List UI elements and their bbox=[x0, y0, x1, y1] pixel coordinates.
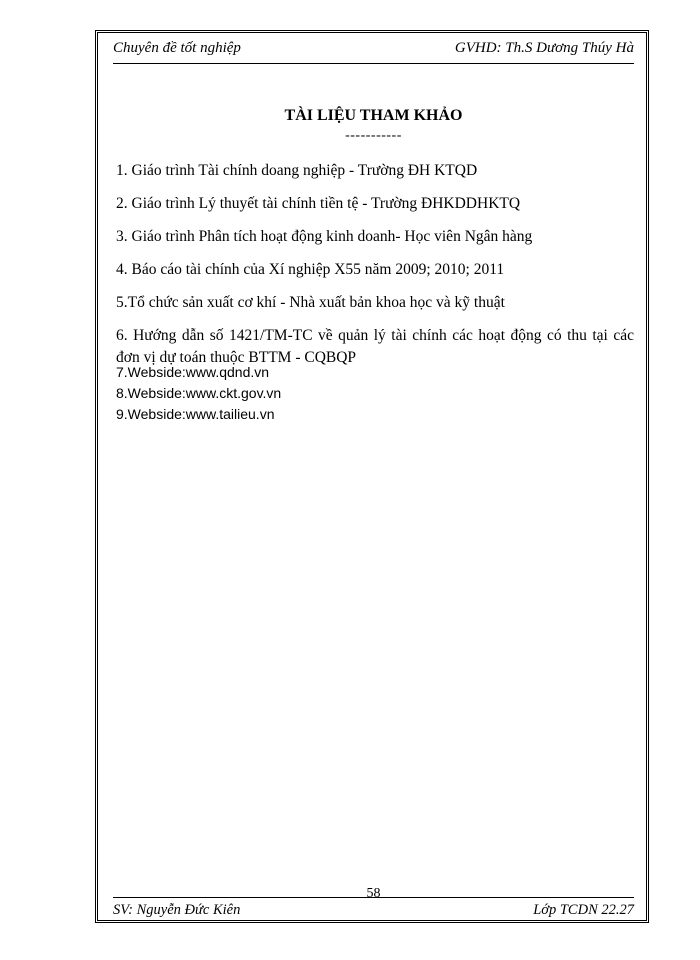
website-list bbox=[116, 362, 634, 425]
header-rule bbox=[113, 63, 634, 64]
header-right-text: GVHD: Th.S Dương Thúy Hà bbox=[454, 40, 634, 56]
footer-rule bbox=[113, 897, 634, 898]
page-title: TÀI LIỆU THAM KHẢO bbox=[284, 107, 463, 124]
footer-right-text: Lớp TCDN 22.27 bbox=[533, 902, 634, 918]
reference-item: 4. Báo cáo tài chính của Xí nghiệp X55 năm 2009; 2010; 2011 bbox=[116, 261, 505, 278]
website-item: 8.Webside:www.ckt.gov.vn bbox=[116, 385, 282, 401]
header-left-text: Chuyên đề tốt nghiệp bbox=[113, 40, 241, 56]
title-dash-rule: ----------- bbox=[345, 128, 402, 143]
page-number: 58 bbox=[366, 886, 381, 901]
footer-left-text: SV: Nguyễn Đức Kiên bbox=[113, 902, 241, 918]
reference-item: 5.Tổ chức sản xuất cơ khí - Nhà xuất bản khoa học và kỹ thuật bbox=[116, 294, 505, 311]
reference-list bbox=[116, 160, 634, 380]
website-item: 9.Webside:www.tailieu.vn bbox=[116, 406, 275, 422]
page-footer bbox=[113, 902, 634, 919]
reference-item: 2. Giáo trình Lý thuyết tài chính tiền tệ - Trường ĐHKDDHKTQ bbox=[116, 195, 521, 212]
reference-item: 1. Giáo trình Tài chính doang nghiệp - Trường ĐH KTQD bbox=[116, 162, 478, 179]
reference-item: 3. Giáo trình Phân tích hoạt động kinh doanh- Học viên Ngân hàng bbox=[116, 228, 533, 245]
website-item: 7.Webside:www.qdnd.vn bbox=[116, 364, 270, 380]
reference-item: 6. Hướng dẫn số 1421/TM-TC về quản lý tài chính các hoạt động có thu tại các đơn vị dự toán thuộc BTTM - CQBQP bbox=[116, 327, 634, 366]
page-header bbox=[113, 40, 634, 62]
